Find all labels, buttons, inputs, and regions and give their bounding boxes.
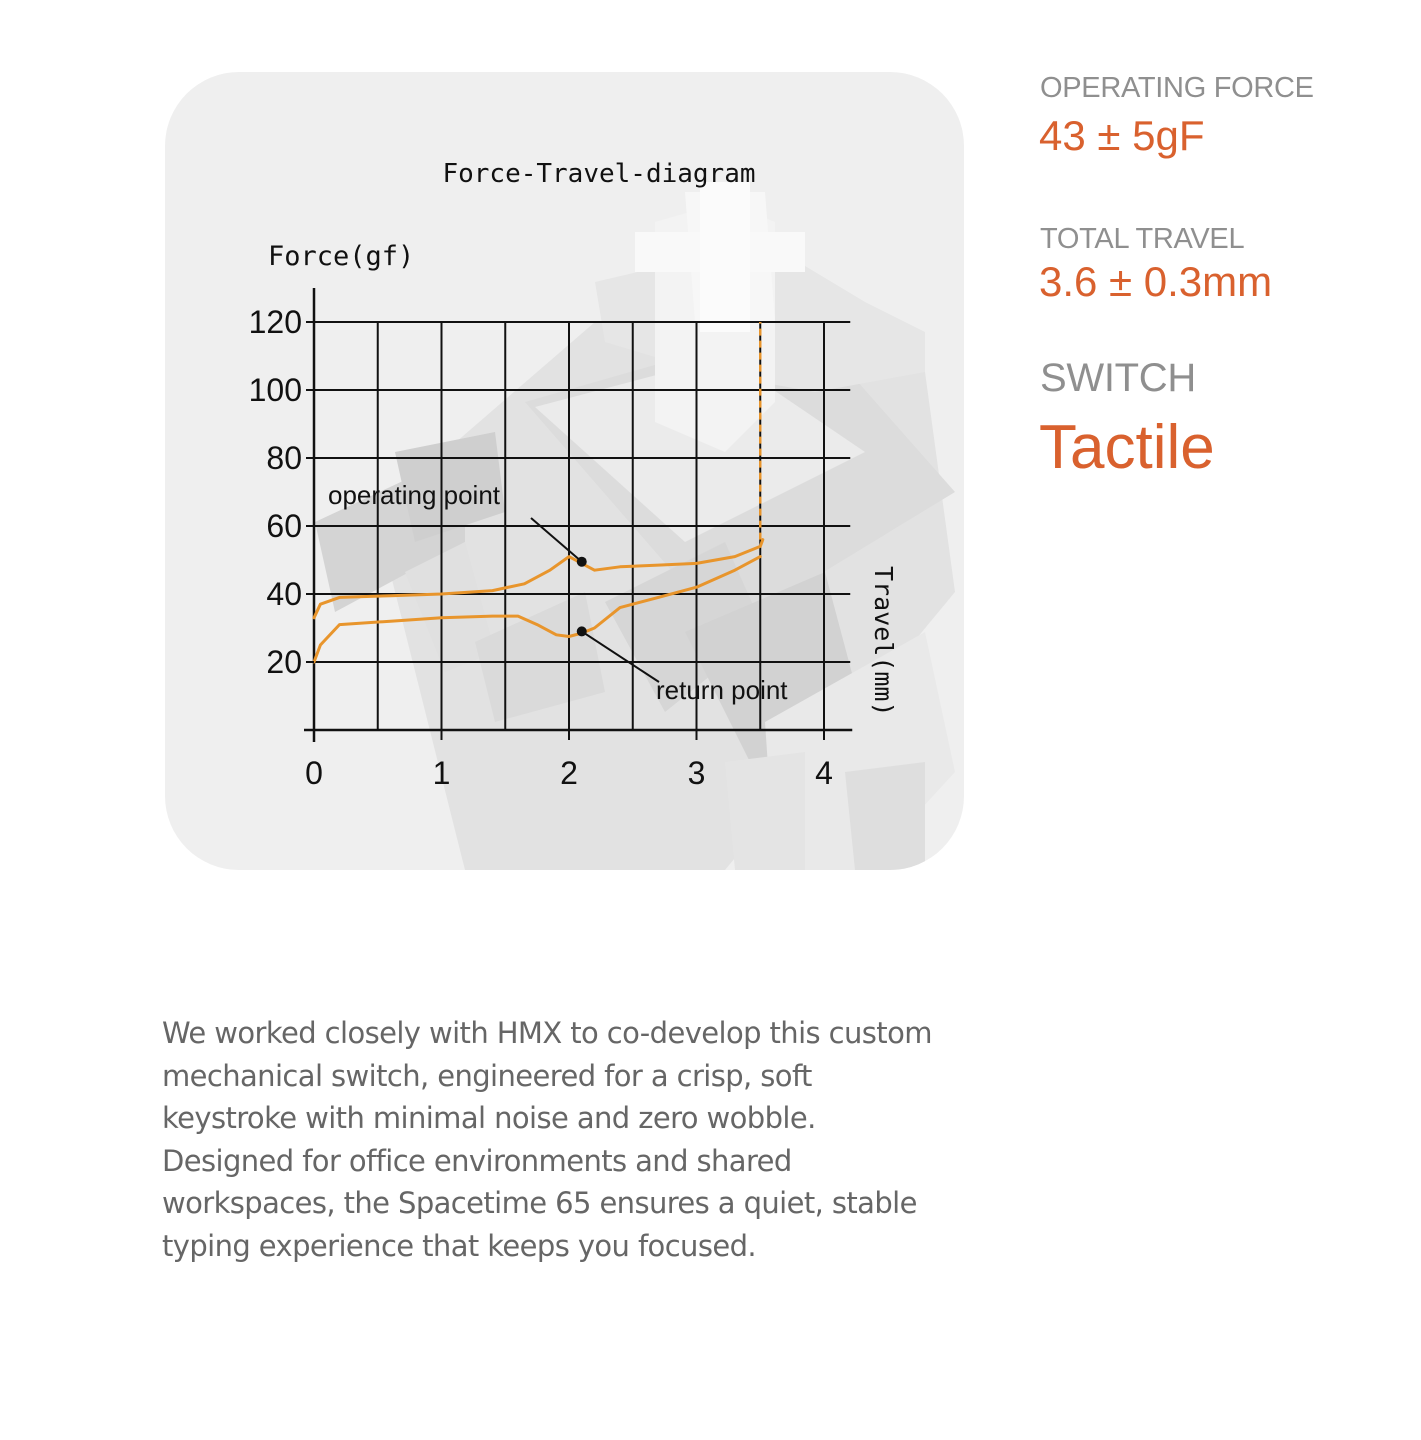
description-text: We worked closely with HMX to co-develop this custom mechanical switch, engineered for a crisp, soft keystroke with minimal noise and zero wobble. Designed for office environments and shared workspaces, the Spacetime 65 ensures a quiet, stable typing experience that keeps you focused. [162, 1016, 932, 1263]
force-travel-chart [165, 72, 964, 870]
switch-value: Tactile [1039, 413, 1215, 482]
operating-point-label: operating point [328, 480, 501, 510]
y-tick-label: 40 [266, 576, 302, 612]
total-travel-label: TOTAL TRAVEL [1040, 223, 1245, 255]
total-travel-value: 3.6 ± 0.3mm [1039, 258, 1273, 305]
x-tick-label: 1 [432, 755, 451, 791]
y-tick-label: 60 [266, 508, 302, 544]
y-tick-label: 20 [266, 644, 302, 680]
y-tick-label: 80 [266, 440, 302, 476]
y-tick-label: 120 [248, 304, 302, 340]
chart-title: Force-Travel-diagram [442, 159, 756, 189]
release-curve [314, 557, 760, 662]
x-tick-label: 2 [560, 755, 578, 791]
x-axis-label: Travel(mm) [869, 566, 898, 717]
x-tick-label: 0 [305, 755, 323, 791]
press-curve [314, 540, 763, 618]
operating-force-value: 43 ± 5gF [1039, 112, 1205, 159]
operating-point-leader [531, 518, 582, 562]
operating-force-label: OPERATING FORCE [1040, 72, 1314, 104]
return-point-leader [582, 631, 659, 682]
return-point-dot [577, 626, 587, 636]
switch-label: SWITCH [1040, 356, 1196, 400]
x-tick-label: 3 [687, 755, 706, 791]
operating-point-dot [577, 557, 587, 567]
return-point-label: return point [656, 675, 788, 705]
x-tick-label: 4 [815, 755, 833, 791]
y-tick-label: 100 [248, 372, 302, 408]
switch-diagram-card [165, 72, 964, 870]
y-axis-label: Force(gf) [268, 241, 415, 272]
